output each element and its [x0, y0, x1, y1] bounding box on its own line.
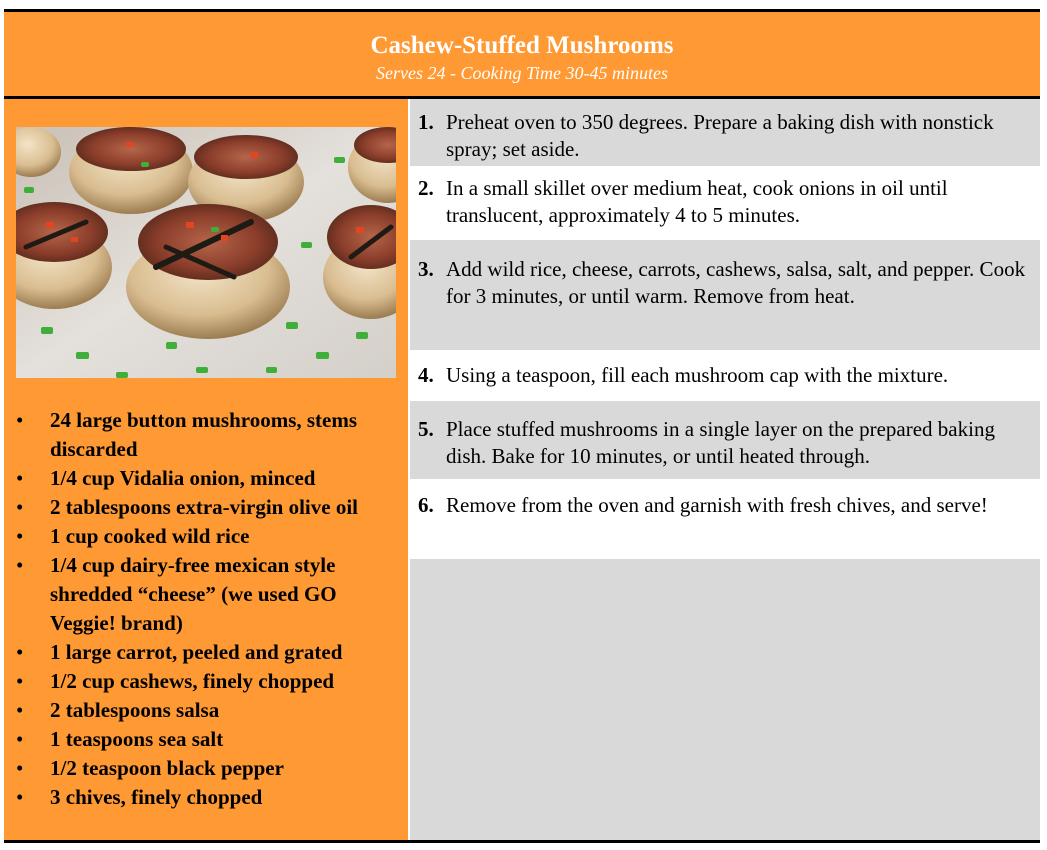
- step-number: 4.: [418, 363, 434, 387]
- bullet-icon: •: [16, 640, 24, 664]
- ingredient-text: 3 chives, finely chopped: [50, 785, 263, 809]
- step-text: Remove from the oven and garnish with fresh chives, and serve!: [446, 493, 988, 517]
- step-text: Preheat oven to 350 degrees. Prepare a baking dish with nonstick spray; set aside.: [446, 110, 994, 161]
- ingredient-item: [4, 725, 408, 754]
- recipe-photo: [16, 127, 396, 378]
- step-text: In a small skillet over medium heat, cook onions in oil until translucent, approximately 4 to 5 minutes.: [446, 176, 948, 227]
- bullet-icon: •: [16, 698, 24, 722]
- bullet-icon: •: [16, 553, 24, 577]
- step-number: 1.: [418, 110, 434, 134]
- bullet-icon: •: [16, 408, 24, 432]
- ingredient-item: [4, 406, 408, 464]
- step-number: 6.: [418, 493, 434, 517]
- bullet-icon: •: [16, 495, 24, 519]
- ingredient-text: 1/4 cup Vidalia onion, minced: [50, 466, 316, 490]
- ingredients-panel: [4, 99, 408, 840]
- ingredient-item: [4, 638, 408, 667]
- step-row: [410, 403, 1040, 477]
- bullet-icon: •: [16, 524, 24, 548]
- ingredient-item: [4, 522, 408, 551]
- step-text: Add wild rice, cheese, carrots, cashews, salsa, salt, and pepper. Cook for 3 minutes, or until warm. Remove from heat.: [446, 257, 1026, 308]
- recipe-title: Cashew-Stuffed Mushrooms: [370, 32, 674, 59]
- bullet-icon: •: [16, 669, 24, 693]
- ingredient-item: [4, 696, 408, 725]
- step-row: [410, 99, 1040, 164]
- ingredient-item: [4, 783, 408, 812]
- ingredient-text: 1 large carrot, peeled and grated: [50, 640, 343, 664]
- bullet-icon: •: [16, 466, 24, 490]
- step-number: 3.: [418, 257, 434, 281]
- ingredient-text: 2 tablespoons salsa: [50, 698, 220, 722]
- step-text: Place stuffed mushrooms in a single layer on the prepared baking dish. Bake for 10 minutes, or until heated through.: [446, 417, 995, 468]
- bullet-icon: •: [16, 756, 24, 780]
- ingredient-item: [4, 493, 408, 522]
- ingredient-item: [4, 464, 408, 493]
- recipe-header: [4, 12, 1040, 96]
- step-row: [410, 166, 1040, 240]
- ingredient-text: 1 teaspoons sea salt: [50, 727, 224, 751]
- ingredient-text: 1/4 cup dairy-free mexican style shredded “cheese” (we used GO Veggie! brand): [50, 553, 337, 635]
- ingredient-text: 1/2 cup cashews, finely chopped: [50, 669, 335, 693]
- ingredient-text: 1/2 teaspoon black pepper: [50, 756, 284, 780]
- ingredient-item: [4, 754, 408, 783]
- recipe-subtitle: Serves 24 - Cooking Time 30-45 minutes: [376, 63, 668, 83]
- step-row: [410, 350, 1040, 401]
- bullet-icon: •: [16, 727, 24, 751]
- step-number: 5.: [418, 417, 434, 441]
- ingredient-text: 24 large button mushrooms, stems discarded: [50, 408, 358, 461]
- step-row: [410, 242, 1040, 348]
- steps-panel: [410, 99, 1040, 840]
- step-number: 2.: [418, 176, 434, 200]
- bottom-rule: [4, 840, 1040, 843]
- recipe-card: [4, 9, 1040, 845]
- ingredient-text: 1 cup cooked wild rice: [50, 524, 250, 548]
- bullet-icon: •: [16, 785, 24, 809]
- ingredient-item: [4, 551, 408, 638]
- step-text: Using a teaspoon, fill each mushroom cap with the mixture.: [446, 363, 949, 387]
- ingredient-item: [4, 667, 408, 696]
- ingredient-text: 2 tablespoons extra-virgin olive oil: [50, 495, 358, 519]
- ingredients-list: [4, 406, 408, 812]
- step-row: [410, 479, 1040, 559]
